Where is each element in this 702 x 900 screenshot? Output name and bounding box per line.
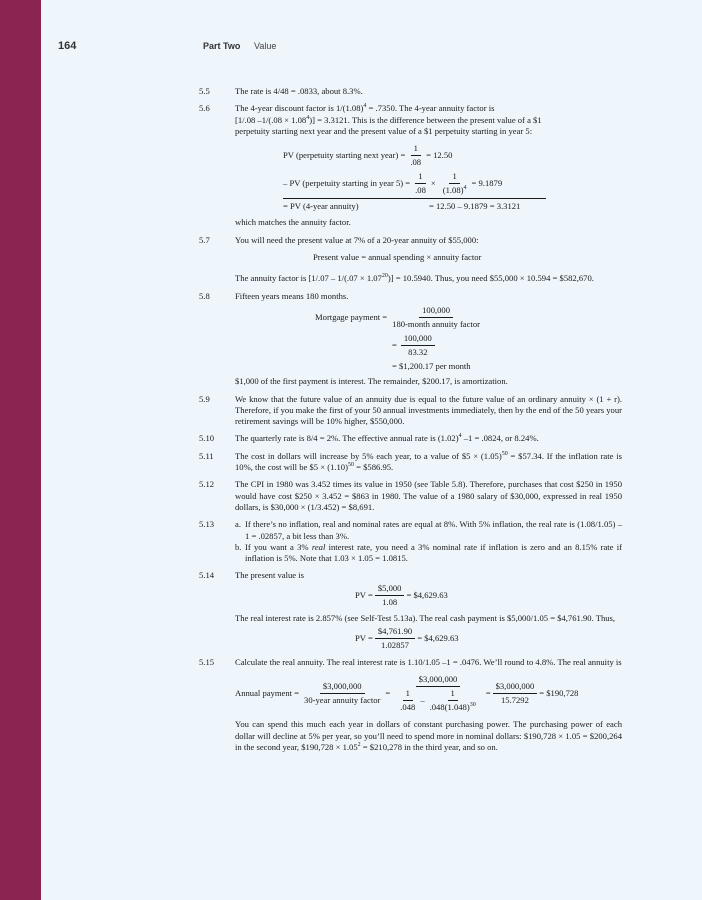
answers-content [199, 86, 622, 759]
part-label: Part Two [203, 41, 241, 51]
answer-text: The real interest rate is 2.857% (see Self-Test 5.13a). The real cash payment is $5,000/1.05 = $4,761.90. Thus, [235, 612, 616, 623]
answer-text-line: which matches the annuity factor. [235, 217, 351, 228]
answer-text-line: [1/.08 $-1/(.08 \times 1.08^4)] = 3.3121$. This is the difference between the present value of a $1 [235, 114, 542, 125]
answer-5-6 [199, 103, 622, 228]
answer-number: 5.15 [199, 657, 215, 668]
answer-text-line: The 4-year discount factor is $1/(1.08)^4 = .7350$. The 4-year annuity factor is [235, 103, 495, 114]
answer-text-line: The present value is [235, 570, 304, 581]
answer-5-12 [199, 479, 622, 513]
equation-present-value: Present value = annual spending × annuity factor [313, 252, 482, 263]
answer-number: 5.9 [199, 393, 210, 404]
answer-text: We know that the future value of an annuity due is equal to the future value of an ordinary annuity × (1 + r). Therefore, if you make the first of your 50 annual investments immediately, then by the end of the 50 years your retirement savings will be 10% higher, $550,000. [235, 393, 622, 427]
answer-text: The rate is 4/48 = .0833, about 8.3%. [235, 86, 363, 96]
page-number: 164 [58, 40, 77, 52]
answer-number: 5.7 [199, 234, 210, 245]
answer-5-5 [199, 86, 622, 97]
equation-rule [283, 198, 546, 199]
answer-number: 5.10 [199, 433, 215, 444]
answer-5-14 [199, 570, 622, 651]
answer-number: 5.13 [199, 519, 215, 530]
answer-number: 5.8 [199, 290, 210, 301]
equation-pv-real: PV = $\frac{\$4,761.90}{1.02857}$ = $4,629.63 [355, 626, 459, 651]
answer-part-a: a. If there’s no inflation, real and nominal rates are equal at 8%. With 5% inflation, the real rate is (1.08/1.05) – 1 = .02857, a bit less than 3%. [235, 519, 622, 541]
answer-5-13 [199, 519, 622, 564]
answer-text: You can spend this much each year in dollars of constant purchasing power. The purchasing power of each dollar will decline at 5% per year, so you’ll need to spend more in nominal dollars: $190,728 × 1.05 = $200,264 in the second year, $190,728 × $1.05^2$ = $210,278 in the third year, and so on. [235, 719, 622, 752]
answer-text-line: perpetuity starting next year and the present value of a $1 perpetuity starting in year 5: [235, 125, 533, 136]
equation-annual-payment: Annual payment = $\frac{\$3,000,000}{\text{30-year annuity factor}}$ = $3,000,000 $\frac{1}{.048}$ – $\frac{1}{.048(1.048)^{30}}$ = $\frac{\$3,000,000}{15.7292}$ = $190,728 [235, 674, 579, 713]
equation-mortgage-result: = $1,200.17 per month [392, 360, 471, 371]
equation-mortgage-step: = $\frac{100,000}{83.32}$ [392, 333, 622, 358]
page-header [58, 40, 662, 54]
answer-text: Calculate the real annuity. The real interest rate is 1.10/1.05 –1 = .0476. We’ll round to 4.8%. The real annuity is [235, 657, 622, 668]
equation-pv-year-5: – PV (perpetuity starting in year 5) = $\frac{1}{.08}$ × $\frac{1}{(1.08)^4}$ = 9.1879 [283, 171, 503, 196]
answer-5-9 [199, 394, 622, 428]
equation-mortgage-payment: Mortgage payment = $\frac{100,000}{\text{180-month annuity factor}}$ [315, 304, 480, 329]
answer-part-b: b. If you want a 3% real interest rate, you need a 3% nominal rate if inflation is zero and an 8.15% rate if inflation is 5%. Note that 1.03 × 1.05 = 1.0815. [235, 541, 622, 564]
answer-5-7 [199, 235, 622, 285]
answer-text: The annuity factor is $[1/.07 - 1/(.07 \times 1.07^{20})] = 10.5940$. Thus, you need $55,000 × 10.594 = $582,670. [235, 273, 594, 284]
answer-number: 5.5 [199, 86, 210, 96]
answer-text-line: $1,000 of the first payment is interest. The remainder, $200.17, is amortization. [235, 376, 508, 387]
answer-number: 5.6 [199, 103, 210, 114]
answer-text: The quarterly rate is 8/4 = 2%. The effective annual rate is $(1.02)^4$ –1 = .0824, or 8.24%. [235, 433, 539, 444]
equation-pv-annuity: = PV (4-year annuity) = 12.50 – 9.1879 = 3.3121 [283, 201, 521, 212]
answer-5-10 [199, 433, 622, 444]
answer-text: The cost in dollars will increase by 5% each year, to a value of $5 × $(1.05)^{50}$ = $57.34. If the inflation rate is 10%, the cost will be $5 × $(1.10)^{50}$ = $586.95. [235, 450, 622, 473]
answer-text: The CPI in 1980 was 3.452 times its value in 1950 (see Table 5.8). Therefore, purchases that cost $250 in 1950 would have cost $250 × 3.452 = $863 in 1980. The value of a 1980 salary of $30,000, expressed in real 1950 dollars, is $30,000 × (1/3.452) = $8,691. [235, 479, 622, 512]
answer-number: 5.14 [199, 570, 215, 581]
answer-5-8 [199, 291, 622, 388]
equation-pv-nominal: PV = $\frac{\$5,000}{1.08}$ = $4,629.63 [355, 582, 448, 607]
sidebar-band [0, 0, 41, 900]
answer-5-15 [199, 657, 622, 753]
answer-text-line: Fifteen years means 180 months. [235, 290, 349, 301]
answer-number: 5.12 [199, 479, 215, 490]
answer-5-11 [199, 451, 622, 474]
answer-number: 5.11 [199, 450, 214, 461]
section-label: Value [254, 41, 277, 51]
answer-text-line: You will need the present value at 7% of a 20-year annuity of $55,000: [235, 234, 479, 245]
equation-pv-next-year: PV (perpetuity starting next year) = $\frac{1}{.08}$ = 12.50 [283, 143, 453, 168]
